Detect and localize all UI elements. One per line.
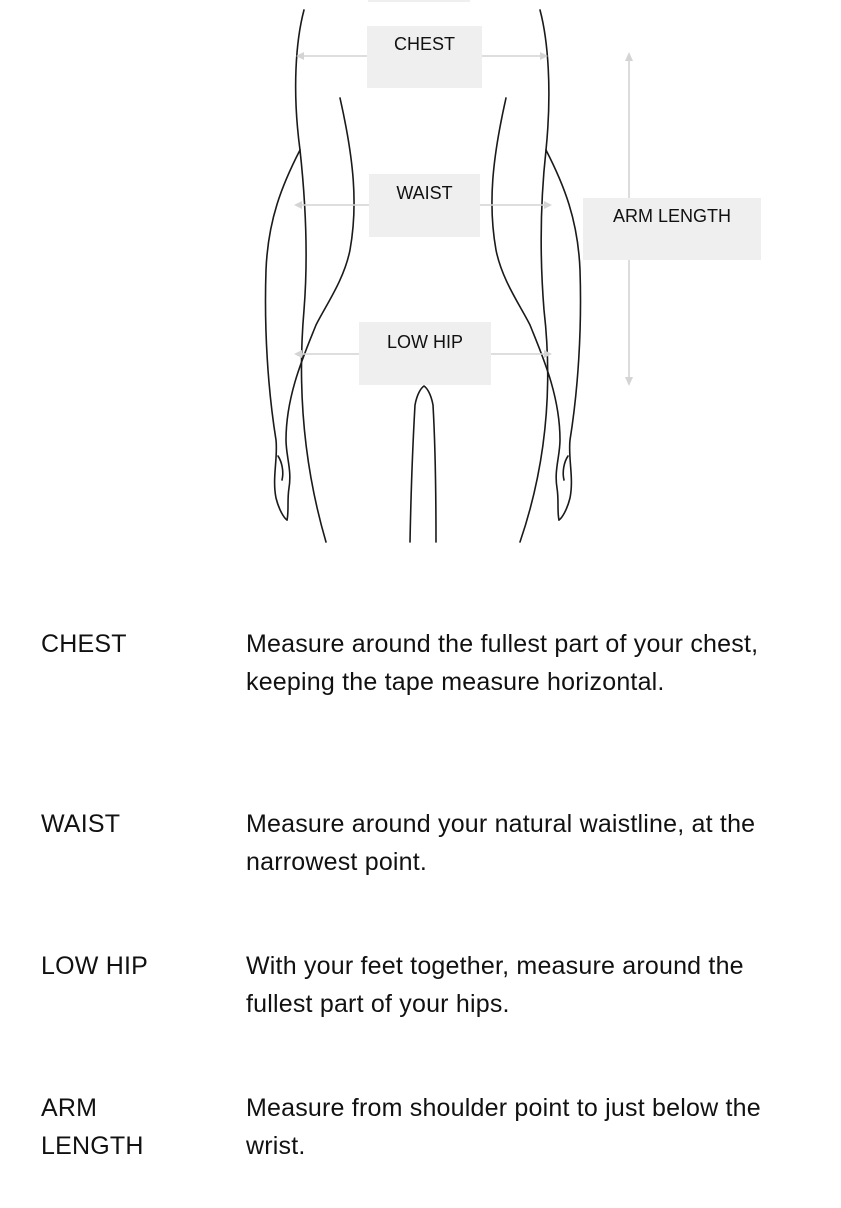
measurement-name [41,805,246,843]
measurement-name [41,625,246,663]
measurement-name [41,1089,246,1165]
chest-diagram-label: CHEST [393,34,456,54]
measurement-name-line: CHEST [41,630,127,658]
measurement-description: With your feet together, measure around the fullest part of your hips. [246,952,744,1018]
measurement-row-chest [41,625,811,701]
measurement-name-line: LOW HIP [41,952,148,980]
measurement-description: Measure around your natural waistline, at the narrowest point. [246,810,756,876]
measurement-description: Measure from shoulder point to just below the wrist. [246,1094,761,1160]
low-hip-diagram-label: LOW HIP [386,332,464,352]
arm-length-diagram-label: ARM LENGTH [612,206,732,226]
waist-diagram-label: WAIST [396,183,453,203]
measurement-name-line: ARM [41,1094,98,1122]
measurement-name [41,947,246,985]
measurement-row-low-hip [41,947,811,1023]
measurement-row-arm-length [41,1089,811,1165]
measurement-name-line: LENGTH [41,1132,144,1160]
measurement-description: Measure around the fullest part of your chest, keeping the tape measure horizontal. [246,630,759,696]
measurement-row-waist [41,805,811,881]
measurement-name-line: WAIST [41,810,121,838]
